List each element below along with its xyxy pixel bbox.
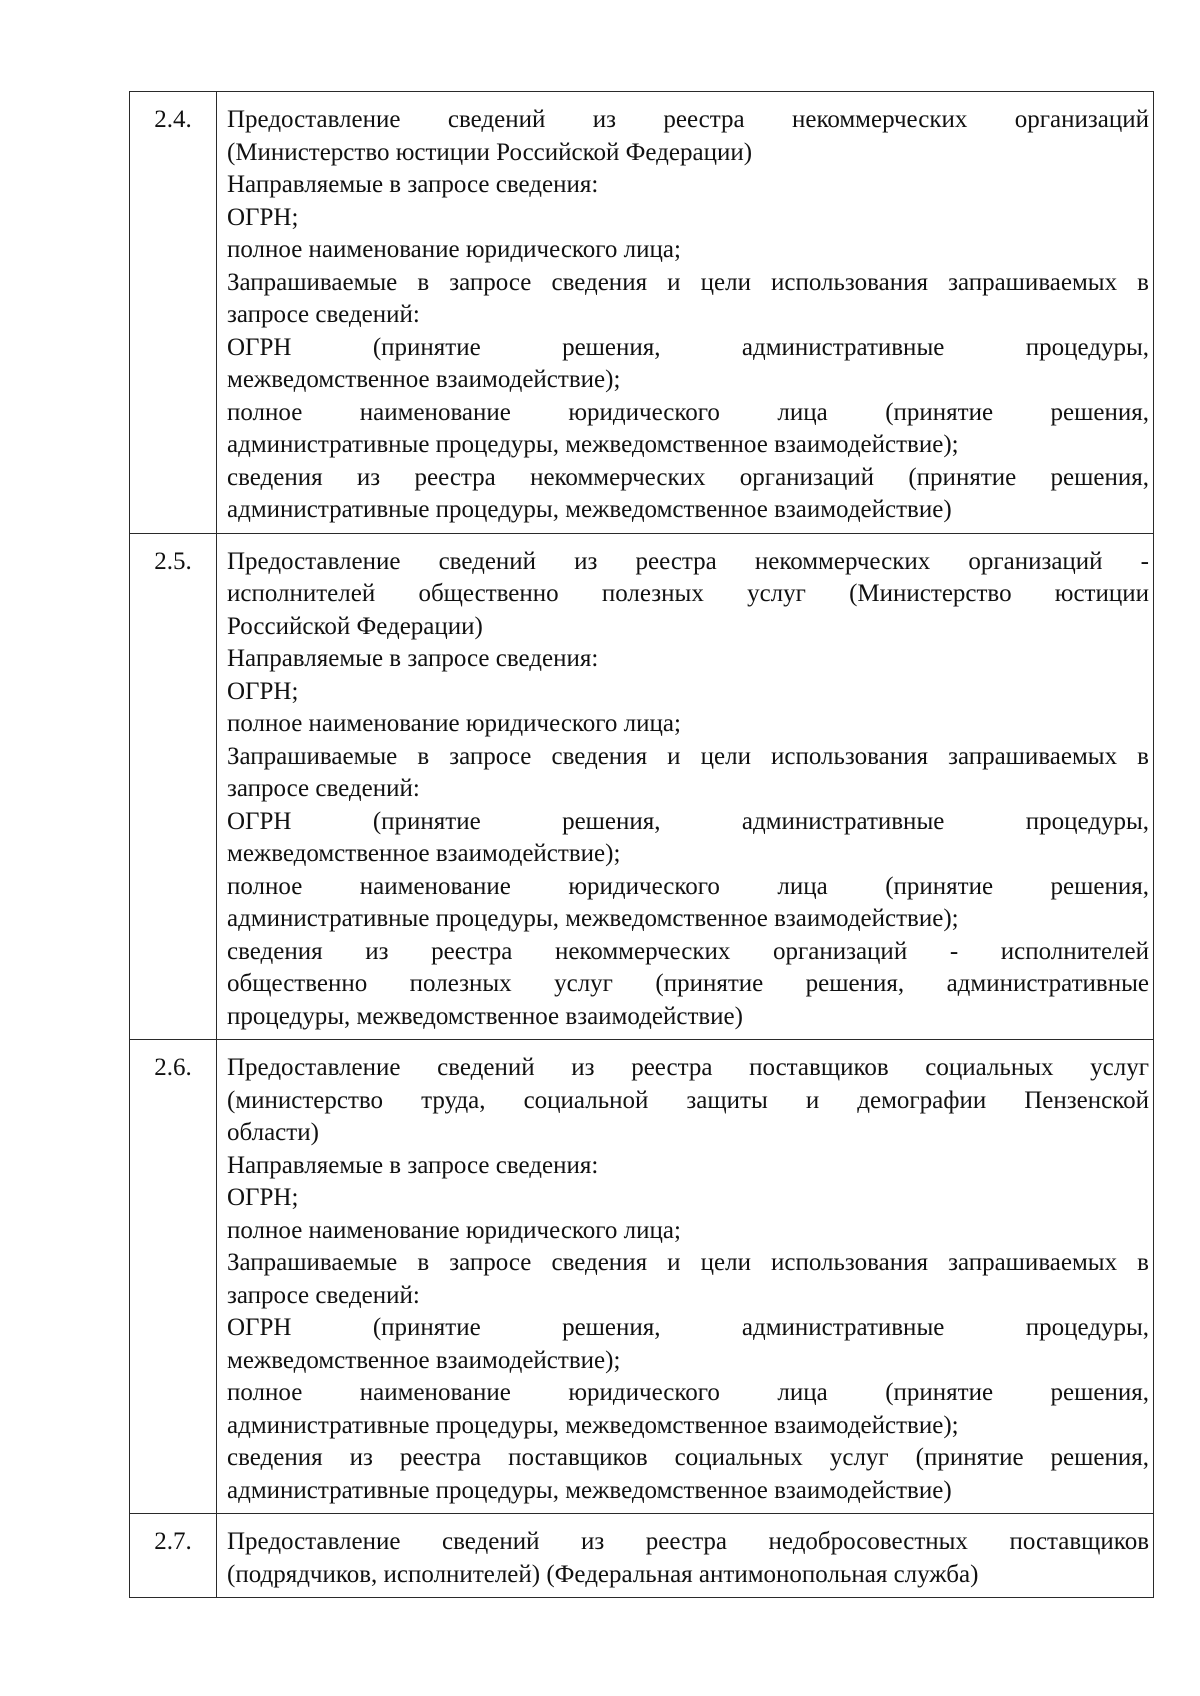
text-line: процедуры, межведомственное взаимодействие) xyxy=(227,1002,743,1030)
row-description xyxy=(217,1514,1154,1598)
text-line: Запрашиваемые в запросе сведения и цели использования запрашиваемых в xyxy=(227,1249,1149,1276)
requirements-table xyxy=(129,91,1154,1598)
text-line: полное наименование юридического лица (принятие решения, xyxy=(227,872,1149,900)
text-line: сведения из реестра поставщиков социальных услуг (принятие решения, xyxy=(227,1444,1149,1471)
table-row xyxy=(130,1514,1154,1598)
text-line: Направляемые в запросе сведения: xyxy=(227,171,599,198)
row-description xyxy=(217,1040,1154,1514)
text-line: межведомственное взаимодействие); xyxy=(227,840,621,867)
text-line: Предоставление сведений из реестра недобросовестных поставщиков xyxy=(227,1528,1149,1555)
text-line: административные процедуры, межведомственное взаимодействие); xyxy=(227,1411,959,1439)
text-line: ОГРН; xyxy=(227,677,299,705)
row-number: 2.7. xyxy=(130,1514,217,1598)
row-number: 2.4. xyxy=(130,92,217,534)
text-line: полное наименование юридического лица (принятие решения, xyxy=(227,398,1149,426)
text-line: полное наименование юридического лица; xyxy=(227,236,681,263)
text-line: ОГРН; xyxy=(227,203,299,231)
text-line: ОГРН; xyxy=(227,1184,299,1211)
text-line: (подрядчиков, исполнителей) (Федеральная антимонопольная служба) xyxy=(227,1560,979,1588)
table-row xyxy=(130,1040,1154,1514)
text-line: межведомственное взаимодействие); xyxy=(227,1346,621,1374)
table-row xyxy=(130,533,1154,1040)
row-description xyxy=(217,533,1154,1040)
text-line: сведения из реестра некоммерческих организаций - исполнителей xyxy=(227,937,1149,965)
text-line: запросе сведений: xyxy=(227,301,420,328)
table-body xyxy=(130,92,1154,1598)
row-number: 2.5. xyxy=(130,533,217,1040)
text-line: полное наименование юридического лица; xyxy=(227,1216,681,1244)
text-line: запросе сведений: xyxy=(227,1281,420,1309)
text-line: запросе сведений: xyxy=(227,775,420,802)
text-line: Предоставление сведений из реестра поставщиков социальных услуг xyxy=(227,1054,1149,1081)
text-line: области) xyxy=(227,1119,319,1146)
text-line: Направляемые в запросе сведения: xyxy=(227,645,599,672)
text-line: Запрашиваемые в запросе сведения и цели использования запрашиваемых в xyxy=(227,268,1149,296)
text-line: Предоставление сведений из реестра некоммерческих организаций xyxy=(227,106,1149,133)
text-line: Российской Федерации) xyxy=(227,612,483,640)
text-line: ОГРН (принятие решения, административные процедуры, xyxy=(227,807,1149,835)
text-line: полное наименование юридического лица; xyxy=(227,710,681,737)
text-line: (министерство труда, социальной защиты и демографии Пензенской xyxy=(227,1086,1149,1114)
text-line: Предоставление сведений из реестра некоммерческих организаций - xyxy=(227,547,1149,575)
text-line: сведения из реестра некоммерческих организаций (принятие решения, xyxy=(227,463,1149,491)
text-line: ОГРН (принятие решения, административные процедуры, xyxy=(227,333,1149,361)
text-line: Запрашиваемые в запросе сведения и цели использования запрашиваемых в xyxy=(227,742,1149,770)
text-line: административные процедуры, межведомственное взаимодействие) xyxy=(227,1476,952,1504)
row-description xyxy=(217,92,1154,534)
text-line: административные процедуры, межведомственное взаимодействие); xyxy=(227,905,959,932)
text-line: полное наименование юридического лица (принятие решения, xyxy=(227,1379,1149,1406)
text-line: общественно полезных услуг (принятие решения, административные xyxy=(227,970,1149,997)
text-line: административные процедуры, межведомственное взаимодействие); xyxy=(227,431,959,458)
table-row xyxy=(130,92,1154,534)
text-line: исполнителей общественно полезных услуг (Министерство юстиции xyxy=(227,580,1149,607)
text-line: Направляемые в запросе сведения: xyxy=(227,1151,599,1179)
text-line: межведомственное взаимодействие); xyxy=(227,366,621,393)
text-line: (Министерство юстиции Российской Федерации) xyxy=(227,138,753,166)
text-line: ОГРН (принятие решения, административные процедуры, xyxy=(227,1314,1149,1341)
row-number: 2.6. xyxy=(130,1040,217,1514)
text-line: административные процедуры, межведомственное взаимодействие) xyxy=(227,496,952,523)
